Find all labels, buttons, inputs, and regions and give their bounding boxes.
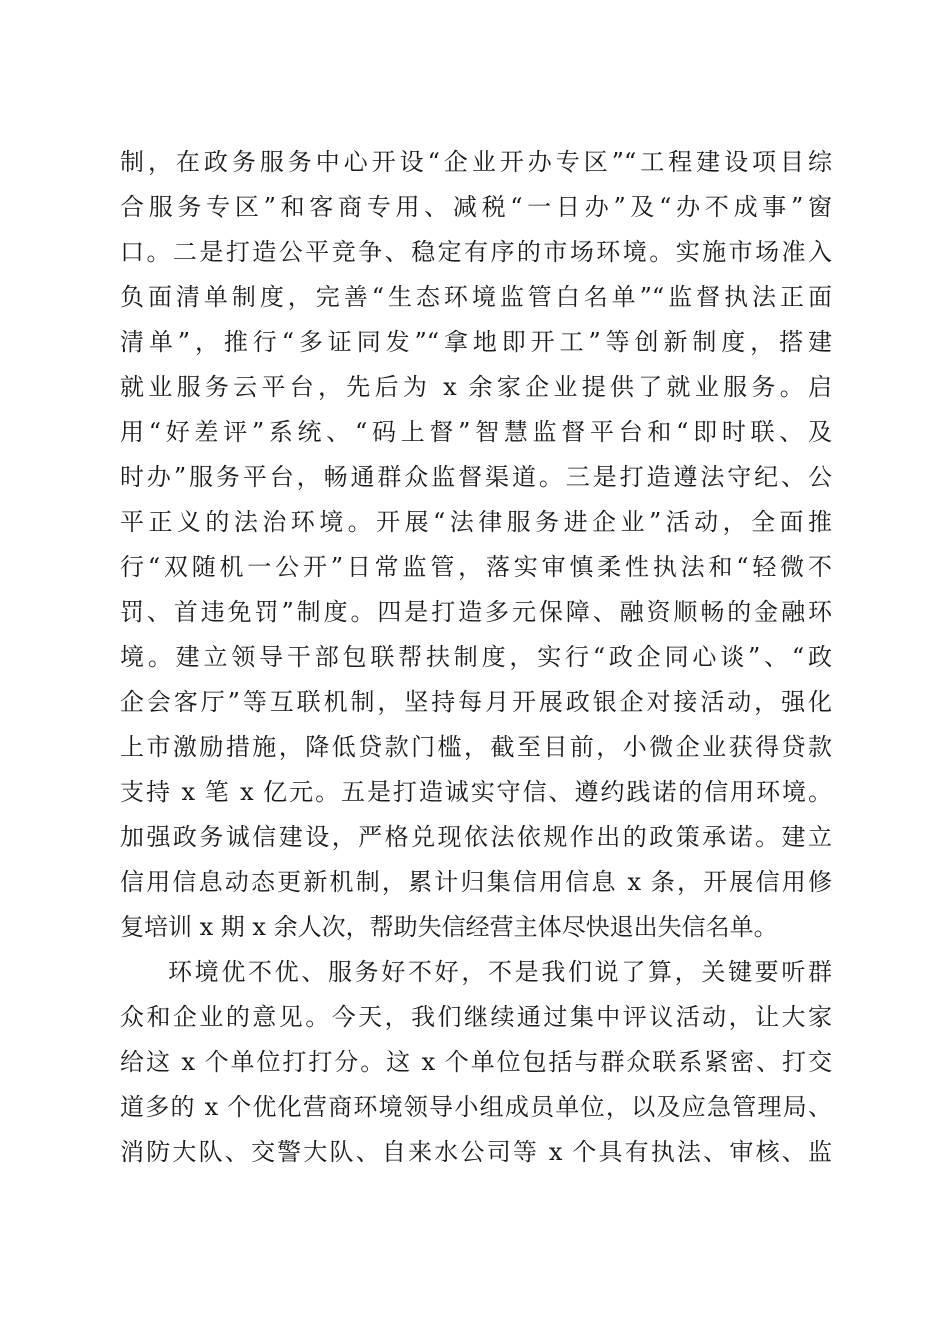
text-line: 口。二是打造公平竞争、稳定有序的市场环境。实施市场准入	[120, 238, 832, 266]
text-line: 负面清单制度，完善“生态环境监管白名单”“监督执法正面	[120, 283, 832, 311]
text-line: 境。建立领导干部包联帮扶制度，实行“政企同心谈”、“政	[120, 643, 832, 671]
text-line: 制，在政务服务中心开设“企业开办专区”“工程建设项目综	[120, 148, 832, 176]
text-line: 行“双随机一公开”日常监管，落实审慎柔性执法和“轻微不	[120, 553, 832, 581]
text-line: 消防大队、交警大队、自来水公司等 x 个具有执法、审核、监	[120, 1138, 832, 1166]
text-line: 复培训 x 期 x 余人次，帮助失信经营主体尽快退出失信名单。	[120, 913, 778, 941]
text-line: 给这 x 个单位打打分。这 x 个单位包括与群众联系紧密、打交	[120, 1048, 832, 1076]
text-line: 平正义的法治环境。开展“法律服务进企业”活动，全面推	[120, 508, 832, 536]
document-body	[120, 140, 832, 1175]
text-line: 清单”，推行“多证同发”“拿地即开工”等创新制度，搭建	[120, 328, 832, 356]
text-line: 众和企业的意见。今天，我们继续通过集中评议活动，让大家	[120, 1003, 832, 1031]
paragraph	[120, 140, 832, 950]
text-line: 用“好差评”系统、“码上督”智慧监督平台和“即时联、及	[120, 418, 832, 446]
text-line: 支持 x 笔 x 亿元。五是打造诚实守信、遵约践诺的信用环境。	[120, 778, 832, 806]
text-line: 罚、首违免罚”制度。四是打造多元保障、融资顺畅的金融环	[120, 598, 832, 626]
text-line: 道多的 x 个优化营商环境领导小组成员单位，以及应急管理局、	[120, 1093, 832, 1121]
text-line: 时办”服务平台，畅通群众监督渠道。三是打造遵法守纪、公	[120, 463, 832, 491]
text-line: 合服务专区”和客商专用、减税“一日办”及“办不成事”窗	[120, 193, 832, 221]
text-line: 环境优不优、服务好不好，不是我们说了算，关键要听群	[168, 958, 832, 986]
text-line: 上市激励措施，降低贷款门槛，截至目前，小微企业获得贷款	[120, 733, 832, 761]
text-line: 就业服务云平台，先后为 x 余家企业提供了就业服务。启	[120, 373, 832, 401]
text-line: 企会客厅”等互联机制，坚持每月开展政银企对接活动，强化	[120, 688, 832, 716]
text-line: 信用信息动态更新机制，累计归集信用信息 x 条，开展信用修	[120, 868, 832, 896]
paragraph	[120, 950, 832, 1175]
text-line: 加强政务诚信建设，严格兑现依法依规作出的政策承诺。建立	[120, 823, 832, 851]
